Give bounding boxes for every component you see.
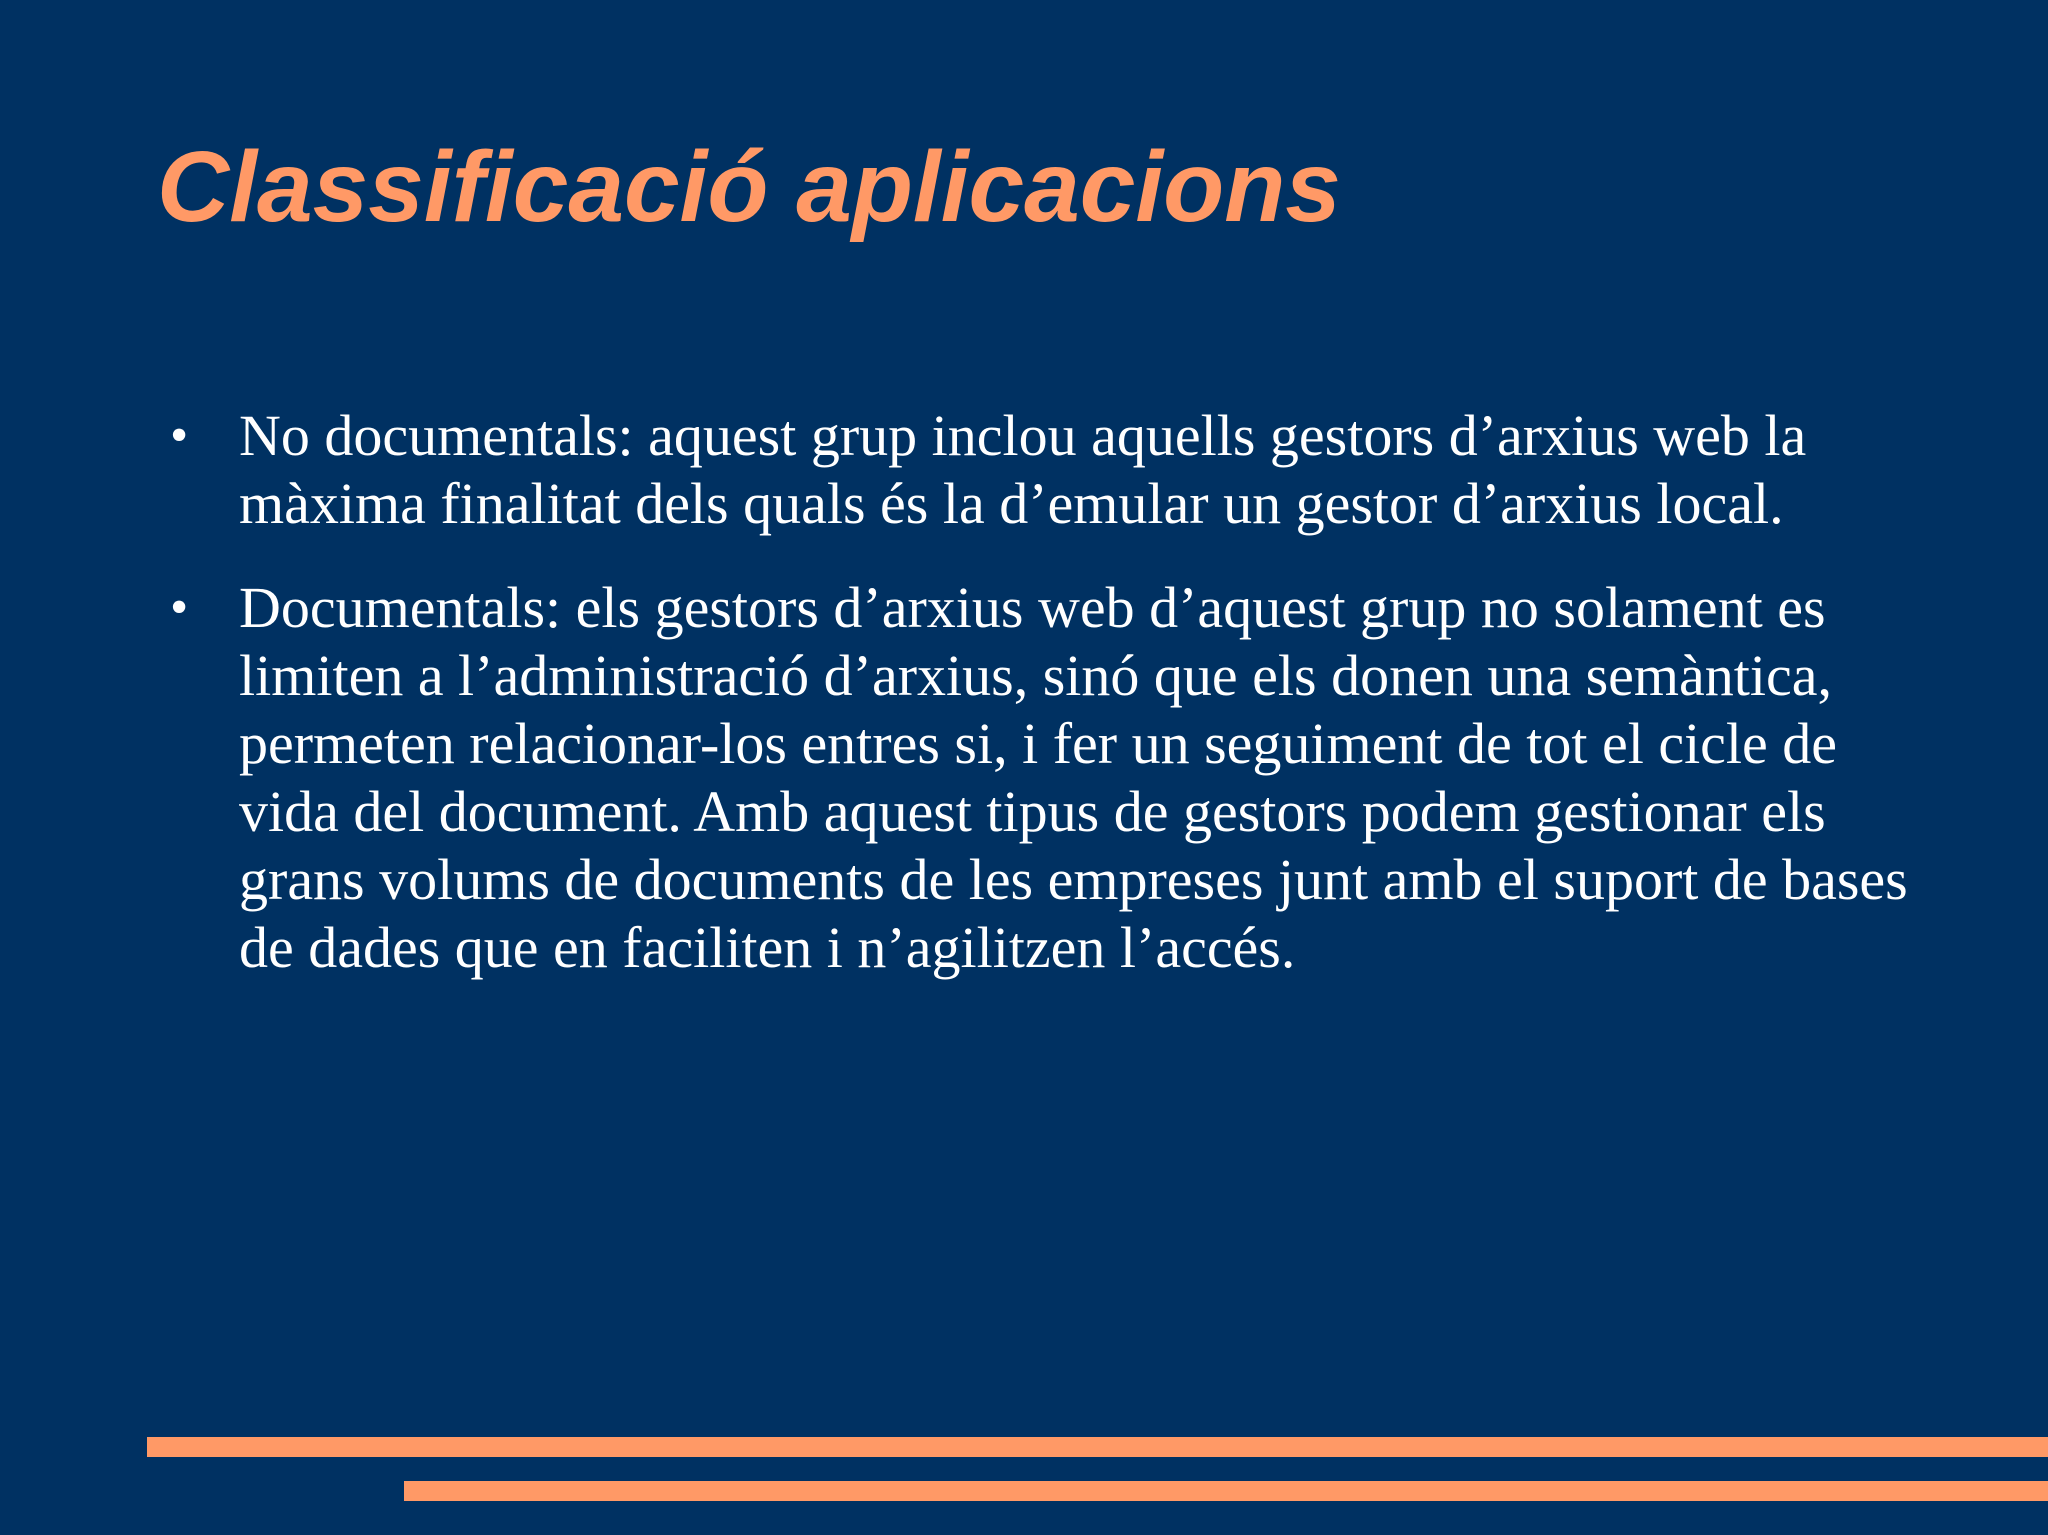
bullet-icon: • [170, 579, 189, 636]
accent-line-top [147, 1437, 2048, 1457]
bullet-text: No documentals: aquest grup inclou aquells gestors d’arxius web la màxima finalitat dels quals és la d’emular un gestor d’arxius local. [239, 403, 1807, 536]
slide-title: Classificació aplicacions [157, 131, 1341, 243]
accent-line-bottom [404, 1481, 2048, 1501]
bullet-text: Documentals: els gestors d’arxius web d’aquest grup no solament es limiten a l’administració d’arxius, sinó que els donen una semàntica, permeten relacionar-los entres si, i fer un seguiment de tot el cicle de vida del document. Amb aquest tipus de gestors podem gestionar els grans volums de documents de les empreses junt amb el suport de bases de dades que en faciliten i n’agilitzen l’accés. [239, 575, 1908, 980]
bullet-icon: • [170, 407, 189, 464]
bullet-item-no-documentals [170, 402, 1940, 538]
bullet-list [170, 402, 1940, 1018]
bullet-item-documentals [170, 574, 1940, 982]
